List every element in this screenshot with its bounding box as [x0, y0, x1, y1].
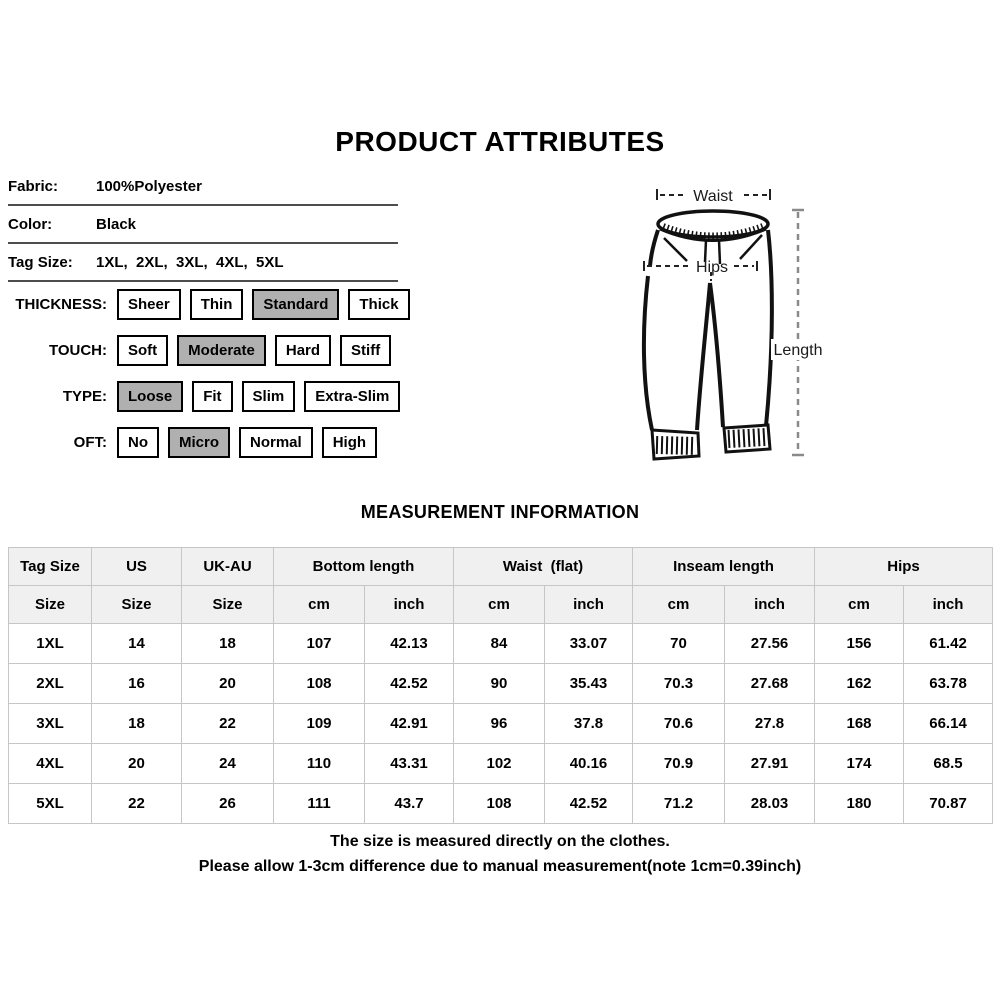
subcol-cm-4: cm: [815, 586, 904, 624]
cell: 61.42: [904, 624, 993, 664]
cell: 109: [274, 704, 365, 744]
thickness-option-sheer[interactable]: Sheer: [117, 289, 181, 320]
oft-label: OFT:: [73, 434, 107, 451]
color-label: Color:: [8, 215, 53, 233]
oft-option-normal[interactable]: Normal: [239, 427, 313, 458]
thickness-label: THICKNESS:: [15, 296, 107, 313]
subcol-cm-3: cm: [633, 586, 725, 624]
measurement-note-1: The size is measured directly on the clothes.: [330, 833, 670, 850]
cell: 27.68: [725, 664, 815, 704]
table-row-3xl: [9, 704, 993, 744]
subcol-size-3: Size: [182, 586, 274, 624]
length-diagram-label: Length: [773, 342, 823, 359]
touch-option-stiff[interactable]: Stiff: [340, 335, 391, 366]
measurement-note-2: Please allow 1-3cm difference due to manual measurement(note 1cm=0.39inch): [198, 858, 802, 875]
cell: 168: [815, 704, 904, 744]
cell: 33.07: [545, 624, 633, 664]
type-row: [0, 380, 419, 413]
sub-header-row: [9, 586, 993, 624]
cell: 18: [92, 704, 182, 744]
cell: 37.8: [545, 704, 633, 744]
cell: 66.14: [904, 704, 993, 744]
subcol-size-1: Size: [9, 586, 92, 624]
oft-option-no[interactable]: No: [117, 427, 159, 458]
cell: 3XL: [9, 704, 92, 744]
type-label: TYPE:: [62, 388, 107, 405]
pants-diagram: [640, 178, 835, 468]
subcol-inch-4: inch: [904, 586, 993, 624]
cell: 70.87: [904, 784, 993, 824]
type-option-slim[interactable]: Slim: [242, 381, 296, 412]
cell: 40.16: [545, 744, 633, 784]
type-option-loose[interactable]: Loose: [117, 381, 183, 412]
cell: 35.43: [545, 664, 633, 704]
cell: 42.52: [365, 664, 454, 704]
cell: 1XL: [9, 624, 92, 664]
cell: 70.6: [633, 704, 725, 744]
measurement-table: [8, 547, 993, 824]
cell: 42.91: [365, 704, 454, 744]
attributes-list: [8, 168, 398, 282]
cell: 26: [182, 784, 274, 824]
col-hips: Hips: [815, 548, 993, 586]
cell: 5XL: [9, 784, 92, 824]
cell: 96: [454, 704, 545, 744]
cell: 70.3: [633, 664, 725, 704]
cell: 20: [92, 744, 182, 784]
cell: 84: [454, 624, 545, 664]
cell: 27.8: [725, 704, 815, 744]
cell: 27.56: [725, 624, 815, 664]
attribute-row-fabric: [8, 168, 398, 206]
cell: 43.31: [365, 744, 454, 784]
col-us: US: [92, 548, 182, 586]
touch-option-hard[interactable]: Hard: [275, 335, 331, 366]
waist-diagram-label: Waist: [693, 188, 733, 205]
oft-option-micro[interactable]: Micro: [168, 427, 230, 458]
cell: 24: [182, 744, 274, 784]
cell: 102: [454, 744, 545, 784]
touch-label: TOUCH:: [48, 342, 107, 359]
table-row-4xl: [9, 744, 993, 784]
subcol-inch-3: inch: [725, 586, 815, 624]
cell: 68.5: [904, 744, 993, 784]
attribute-row-tag-size: [8, 244, 398, 282]
cell: 16: [92, 664, 182, 704]
cell: 43.7: [365, 784, 454, 824]
page-title: PRODUCT ATTRIBUTES: [335, 126, 665, 157]
touch-option-moderate[interactable]: Moderate: [177, 335, 266, 366]
cell: 18: [182, 624, 274, 664]
thickness-option-thick[interactable]: Thick: [348, 289, 409, 320]
cell: 2XL: [9, 664, 92, 704]
cell: 156: [815, 624, 904, 664]
tag-size-label: Tag Size:: [8, 253, 73, 271]
col-inseam-length: Inseam length: [633, 548, 815, 586]
cell: 70: [633, 624, 725, 664]
subcol-cm-2: cm: [454, 586, 545, 624]
cell: 71.2: [633, 784, 725, 824]
thickness-row: [0, 288, 419, 321]
fabric-label: Fabric:: [8, 177, 59, 195]
table-row-2xl: [9, 664, 993, 704]
thickness-option-thin[interactable]: Thin: [190, 289, 244, 320]
cell: 162: [815, 664, 904, 704]
cell: 63.78: [904, 664, 993, 704]
cell: 180: [815, 784, 904, 824]
cell: 28.03: [725, 784, 815, 824]
col-waist-flat: Waist (flat): [454, 548, 633, 586]
cell: 111: [274, 784, 365, 824]
touch-option-soft[interactable]: Soft: [117, 335, 168, 366]
fabric-value: 100%Polyester: [96, 177, 202, 195]
cell: 90: [454, 664, 545, 704]
cell: 22: [182, 704, 274, 744]
subcol-inch-1: inch: [365, 586, 454, 624]
subcol-size-2: Size: [92, 586, 182, 624]
cell: 70.9: [633, 744, 725, 784]
cell: 107: [274, 624, 365, 664]
table-row-5xl: [9, 784, 993, 824]
cell: 110: [274, 744, 365, 784]
type-option-fit[interactable]: Fit: [192, 381, 232, 412]
cell: 20: [182, 664, 274, 704]
color-value: Black: [96, 215, 137, 233]
oft-option-high[interactable]: High: [322, 427, 377, 458]
cell: 108: [274, 664, 365, 704]
oft-row: [0, 426, 419, 459]
cell: 108: [454, 784, 545, 824]
type-option-extra-slim[interactable]: Extra-Slim: [304, 381, 400, 412]
attribute-row-color: [8, 206, 398, 244]
table-row-1xl: [9, 624, 993, 664]
thickness-option-standard[interactable]: Standard: [252, 289, 339, 320]
length-guide: [792, 210, 804, 455]
tag-size-value: 1XL, 2XL, 3XL, 4XL, 5XL: [96, 253, 284, 271]
cell: 22: [92, 784, 182, 824]
measurement-title: MEASUREMENT INFORMATION: [360, 502, 640, 522]
cell: 4XL: [9, 744, 92, 784]
selector-rows: [0, 288, 419, 472]
group-header-row: [9, 548, 993, 586]
touch-row: [0, 334, 419, 367]
col-uk-au: UK-AU: [182, 548, 274, 586]
col-tag-size: Tag Size: [9, 548, 92, 586]
cell: 27.91: [725, 744, 815, 784]
col-bottom-length: Bottom length: [274, 548, 454, 586]
cell: 42.52: [545, 784, 633, 824]
hips-diagram-label: Hips: [695, 259, 729, 276]
cell: 42.13: [365, 624, 454, 664]
cell: 14: [92, 624, 182, 664]
subcol-inch-2: inch: [545, 586, 633, 624]
subcol-cm-1: cm: [274, 586, 365, 624]
cell: 174: [815, 744, 904, 784]
